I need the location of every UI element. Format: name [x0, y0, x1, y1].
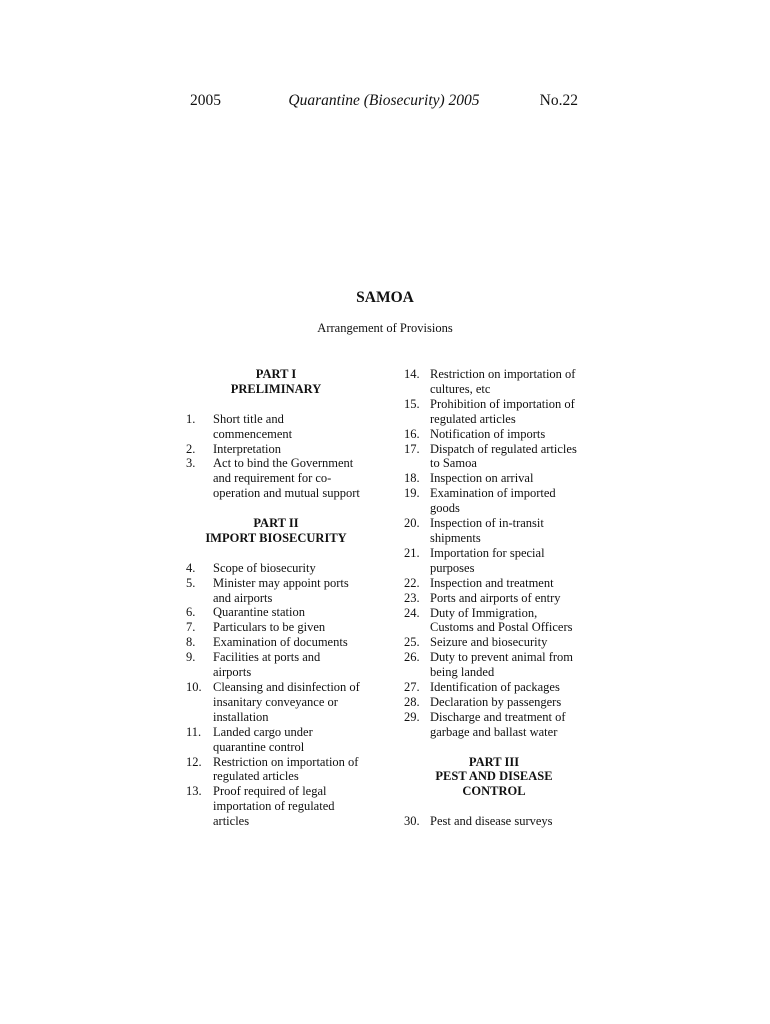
provision-number: 26. [404, 650, 420, 665]
provision-number: 23. [404, 590, 420, 605]
provision-title: Examination of documents [213, 635, 348, 650]
provision-number: 28. [404, 694, 420, 709]
provision-title: Pest and disease surveys [430, 814, 553, 829]
provision-item [186, 412, 366, 442]
provision-item [404, 516, 584, 546]
provision-number: 13. [186, 784, 202, 799]
part-2-provision-list [186, 561, 366, 829]
provision-title: Particulars to be given [213, 620, 326, 635]
part-2-provision-list-continued [404, 367, 584, 740]
provision-item [404, 442, 584, 472]
provision-title: Inspection and treatment [430, 575, 554, 590]
provision-number: 21. [404, 545, 420, 560]
provision-item [404, 710, 584, 740]
provision-title: Identification of packages [430, 680, 560, 695]
provision-item [404, 471, 584, 486]
provision-title: Duty of Immigration, Customs and Postal Officers [430, 605, 573, 635]
part-3-name-line-1: PEST AND DISEASE [435, 769, 553, 784]
part-1-label: PART I [255, 367, 297, 381]
provision-number: 18. [404, 471, 420, 486]
provision-item [404, 635, 584, 650]
provision-item [404, 814, 584, 829]
provision-item [186, 680, 366, 725]
provision-number: 30. [404, 814, 420, 829]
part-2-name: IMPORT BIOSECURITY [205, 530, 347, 545]
provision-title: Minister may appoint ports and airports [213, 575, 349, 605]
provision-title: Duty to prevent animal from being landed [430, 650, 574, 680]
provision-item [404, 650, 584, 680]
provision-title: Interpretation [213, 441, 282, 456]
provision-title: Scope of biosecurity [213, 560, 316, 575]
part-3-label: PART III [468, 754, 520, 769]
provision-title: Importation for special purposes [430, 545, 545, 575]
arrangement-subtitle: Arrangement of Provisions [317, 321, 453, 335]
provision-number: 1. [186, 411, 196, 426]
provision-title: Short title and commencement [213, 411, 293, 441]
provision-number: 25. [404, 635, 420, 650]
provision-title: Cleansing and disinfection of insanitary conveyance or installation [213, 679, 360, 724]
header-act-number: No.22 [539, 92, 578, 109]
provision-number: 22. [404, 575, 420, 590]
provision-number: 16. [404, 426, 420, 441]
provision-item [404, 680, 584, 695]
provision-item [186, 784, 366, 829]
provision-number: 4. [186, 560, 196, 575]
provision-title: Quarantine station [213, 605, 305, 620]
provision-item [186, 605, 366, 620]
provision-number: 10. [186, 679, 202, 694]
provision-item [186, 620, 366, 635]
provision-item [186, 442, 366, 457]
part-1-name: PRELIMINARY [230, 381, 322, 396]
provision-item [404, 427, 584, 442]
provisions-right-column [404, 367, 584, 829]
provision-number: 14. [404, 367, 420, 381]
provision-title: Dispatch of regulated articles to Samoa [430, 441, 577, 471]
provision-item [186, 650, 366, 680]
part-2-label: PART II [253, 516, 299, 531]
provision-number: 5. [186, 575, 196, 590]
provision-item [404, 591, 584, 606]
provision-item [186, 635, 366, 650]
provision-title: Examination of imported goods [430, 486, 556, 516]
provision-item [404, 546, 584, 576]
provision-number: 7. [186, 620, 196, 635]
header-act-title: Quarantine (Biosecurity) 2005 [288, 92, 480, 109]
header-year: 2005 [190, 92, 221, 109]
provision-item [186, 456, 366, 501]
provision-item [404, 486, 584, 516]
provision-item [404, 606, 584, 636]
running-header [190, 92, 578, 116]
provision-number: 12. [186, 754, 202, 769]
provision-title: Act to bind the Government and requirement for co- operation and mutual support [213, 456, 360, 501]
country-title: SAMOA [356, 289, 414, 306]
provision-title: Discharge and treatment of garbage and ballast water [430, 709, 566, 739]
provision-title: Restriction on importation of cultures, etc [430, 367, 576, 396]
provision-number: 8. [186, 635, 196, 650]
provision-title: Declaration by passengers [430, 694, 562, 709]
provision-number: 15. [404, 396, 420, 411]
provision-title: Proof required of legal importation of regulated articles [213, 784, 335, 829]
provision-number: 29. [404, 709, 420, 724]
provision-title: Prohibition of importation of regulated articles [430, 396, 575, 426]
provision-item [404, 397, 584, 427]
provision-title: Inspection of in-transit shipments [430, 516, 544, 545]
provision-title: Inspection on arrival [430, 471, 534, 486]
provision-title: Facilities at ports and airports [213, 650, 321, 680]
provision-item [186, 561, 366, 576]
provision-item [186, 755, 366, 785]
provision-number: 19. [404, 486, 420, 501]
provision-title: Notification of imports [430, 426, 546, 441]
provision-title: Restriction on importation of regulated articles [213, 754, 359, 784]
provision-title: Landed cargo under quarantine control [213, 724, 313, 754]
provision-item [186, 725, 366, 755]
part-1-provision-list [186, 412, 366, 501]
provision-item [404, 695, 584, 710]
provision-item [186, 576, 366, 606]
provision-title: Ports and airports of entry [430, 590, 561, 605]
part-3-name-line-2: CONTROL [462, 784, 526, 799]
provision-number: 9. [186, 650, 196, 665]
provision-number: 6. [186, 605, 196, 620]
provision-number: 11. [186, 724, 202, 739]
provision-number: 24. [404, 605, 420, 620]
provision-number: 20. [404, 516, 420, 531]
part-3-provision-list [404, 814, 584, 829]
provision-item [404, 576, 584, 591]
provision-number: 27. [404, 680, 420, 695]
provision-number: 2. [186, 441, 196, 456]
provisions-left-column [186, 367, 366, 829]
provision-number: 3. [186, 456, 196, 471]
provision-number: 17. [404, 441, 420, 456]
provision-item [404, 367, 584, 397]
provision-title: Seizure and biosecurity [430, 635, 548, 650]
